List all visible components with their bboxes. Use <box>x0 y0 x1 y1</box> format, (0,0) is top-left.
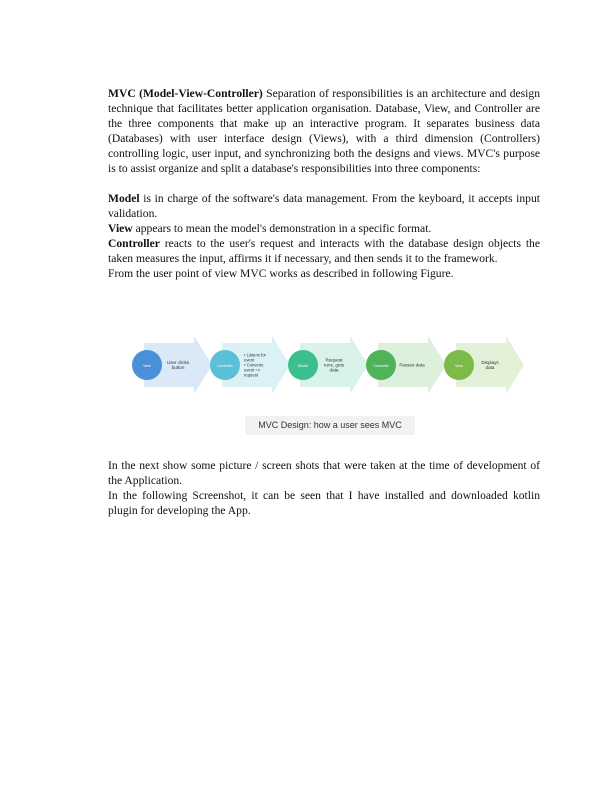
view-term: View <box>108 222 133 235</box>
body-text-upper <box>108 86 540 281</box>
mvc-step-1 <box>132 336 212 394</box>
mvc-step-arrow-text: Request <box>325 357 343 363</box>
view-text: appears to mean the model's demonstration in a specific format. <box>132 222 432 235</box>
model-paragraph <box>108 191 540 221</box>
mvc-step-arrow-text: event => <box>244 367 261 373</box>
mvc-step-arrow-text: User clicks <box>166 360 190 365</box>
mvc-step-4 <box>366 336 446 394</box>
user-point-paragraph: From the user point of view MVC works as described in following Figure. <box>108 267 454 280</box>
outro-paragraph-1: In the next show some picture / screen shots that were taken at the time of development of the Application. <box>108 459 540 487</box>
controller-text: reacts to the user's request and interacts with the database design objects the taken measures the input, affirms it if necessary, and then sends it to the framework. <box>108 237 540 265</box>
view-paragraph <box>108 221 540 236</box>
mvc-step-3 <box>288 336 368 394</box>
mvc-term: MVC (Model-View-Controller) <box>108 87 263 100</box>
mvc-flow-diagram <box>128 330 528 400</box>
mvc-step-arrow-text: • Listens for <box>244 352 266 358</box>
mvc-step-circle-label: Model <box>298 364 308 368</box>
intro-text: Separation of responsibilities is an architecture and design technique that facilitates better application organisation. Database, View, and Controller are the three components that make up an interactive program. It separates business data (Databases) with user interface design (Views), with a third dimension (Controllers) controlling logic, user input, and synchronizing both the designs and views. MVC's purpose is to assist organize and split a database's responsibilities into three components: <box>108 87 540 175</box>
mvc-step-arrow-text: event <box>244 357 255 363</box>
intro-paragraph <box>108 86 540 176</box>
mvc-step-2 <box>210 336 290 394</box>
mvc-step-arrow-text: Displays <box>481 360 499 365</box>
mvc-step-circle-label: Controller <box>373 364 389 368</box>
figure-caption: MVC Design: how a user sees MVC <box>245 416 415 435</box>
model-term: Model <box>108 192 140 205</box>
mvc-step-5 <box>444 336 524 394</box>
mvc-step-circle-label: View <box>455 364 463 368</box>
mvc-step-circle-label: View <box>143 364 151 368</box>
mvc-step-arrow-text: data <box>329 367 339 373</box>
outro-paragraph-2: In the following Screenshot, it can be seen that I have installed and downloaded kotlin plugin for developing the App. <box>108 489 540 517</box>
controller-paragraph <box>108 236 540 266</box>
mvc-step-arrow-text: runs, gets <box>323 362 345 368</box>
mvc-step-arrow-text: data <box>485 365 495 370</box>
mvc-step-arrow-text: request <box>244 372 258 378</box>
controller-term: Controller <box>108 237 160 250</box>
model-text: is in charge of the software's data management. From the keyboard, it accepts input validation. <box>108 192 540 220</box>
mvc-step-arrow-text: Passes data <box>399 362 425 368</box>
mvc-step-arrow-text: button <box>171 365 185 370</box>
mvc-step-circle-label: Controller <box>217 364 233 368</box>
body-text-lower <box>108 458 540 518</box>
mvc-step-arrow-text: • Converts <box>244 362 264 368</box>
